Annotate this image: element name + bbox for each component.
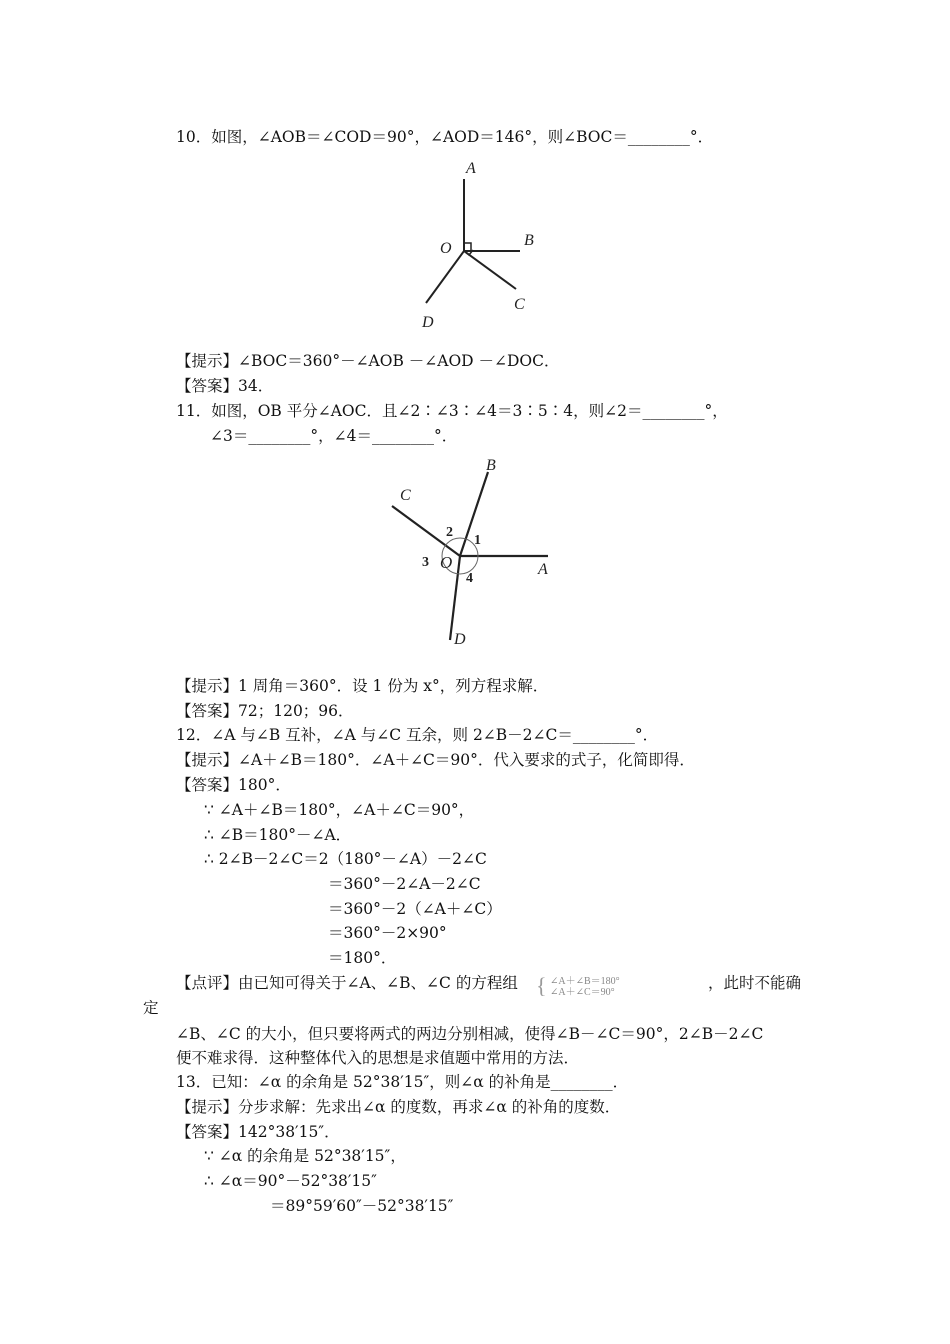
q12-step-6: ＝360°－2×90° [328,924,447,942]
q12-comment-line3: 便不难求得．这种整体代入的思想是求值题中常用的方法． [176,1049,580,1067]
label-b: B [524,232,534,249]
q11-question-line1: 11．如图，OB 平分∠AOC．且∠2∶∠3∶∠4＝3∶5∶4，则∠2＝________°， [176,402,728,420]
system-brace: { [536,974,547,998]
label-a: A [466,160,476,177]
label-a: A [538,561,548,578]
q13-step-3: ＝89°59′60″－52°38′15″ [270,1197,454,1215]
q12-step-4: ＝360°－2∠A－2∠C [328,875,481,893]
label-c: C [400,487,411,504]
label-c: C [514,296,525,313]
q10-figure [400,155,560,335]
q13-step-2: ∴ ∠α＝90°－52°38′15″ [204,1172,377,1190]
q12-comment-wrap: 定 [143,999,159,1017]
q12-step-2: ∴ ∠B＝180°－∠A． [204,826,352,844]
q11-figure [380,450,600,655]
q11-hint: 【提示】1 周角＝360°．设 1 份为 x°，列方程求解． [176,677,549,695]
q12-comment-line2: ∠B、∠C 的大小，但只要将两式的两边分别相减，使得∠B－∠C＝90°，2∠B－2∠C [176,1025,764,1043]
q12-hint: 【提示】∠A＋∠B＝180°．∠A＋∠C＝90°．代入要求的式子，化简即得． [176,751,695,769]
q12-comment-line1: 【点评】由已知可得关于∠A、∠B、∠C 的方程组 [176,974,518,992]
label-d: D [454,631,466,648]
ray-od [426,251,464,303]
label-b: B [486,457,496,474]
system-eq1: ∠A＋∠B＝180° [550,976,620,987]
q11-answer: 【答案】72；120；96． [176,702,354,720]
q10-hint: 【提示】∠BOC＝360°－∠AOB －∠AOD －∠DOC． [176,352,560,370]
q12-step-7: ＝180°． [328,949,397,967]
system-eq2: ∠A＋∠C＝90° [550,987,615,998]
q13-answer: 【答案】142°38′15″． [176,1123,340,1141]
label-d: D [422,314,434,331]
q11-question-line2: ∠3＝________°，∠4＝________°． [210,427,458,445]
q12-question: 12．∠A 与∠B 互补，∠A 与∠C 互余，则 2∠B－2∠C＝________°． [176,726,659,744]
q13-hint: 【提示】分步求解：先求出∠α 的度数，再求∠α 的补角的度数． [176,1098,621,1116]
label-angle-1: 1 [474,533,481,548]
q12-comment-line1-tail: ，此时不能确 [708,974,802,992]
q12-step-1: ∵ ∠A＋∠B＝180°，∠A＋∠C＝90°， [204,801,475,819]
label-angle-3: 3 [422,555,429,570]
label-angle-4: 4 [466,571,473,586]
q13-step-1: ∵ ∠α 的余角是 52°38′15″， [204,1147,406,1165]
q12-step-3: ∴ 2∠B－2∠C＝2（180°－∠A）－2∠C [204,850,487,868]
q10-answer: 【答案】34． [176,377,274,395]
q12-step-5: ＝360°－2（∠A＋∠C） [328,900,502,918]
q10-question: 10．如图，∠AOB＝∠COD＝90°，∠AOD＝146°，则∠BOC＝________°． [176,128,714,146]
right-angle-mark [464,243,471,251]
label-o: O [440,553,453,572]
q12-answer: 【答案】180°． [176,776,291,794]
q13-question: 13．已知：∠α 的余角是 52°38′15″，则∠α 的补角是________． [176,1073,629,1091]
label-angle-2: 2 [446,525,453,540]
equation-system [536,974,706,998]
label-o: O [440,240,452,257]
ray-oc [464,251,516,289]
